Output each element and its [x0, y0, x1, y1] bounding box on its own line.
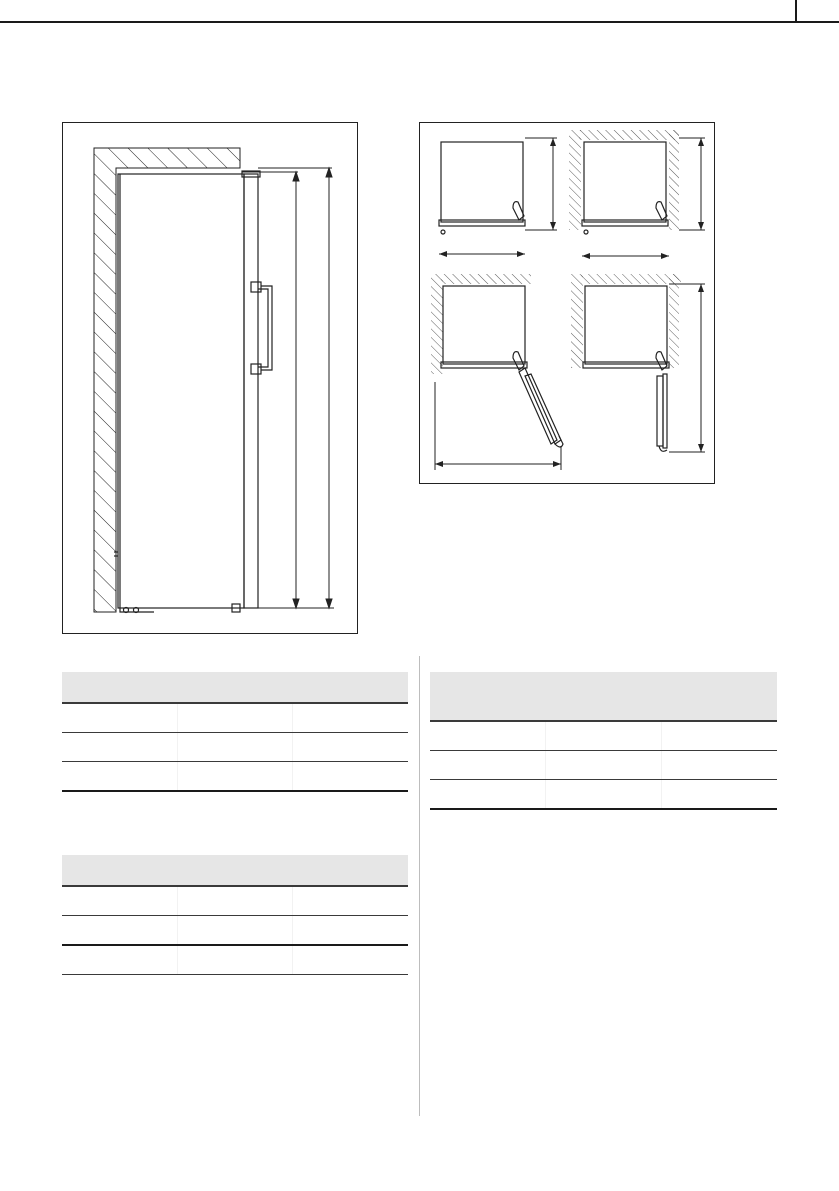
table-header: [62, 672, 408, 704]
table-row: [62, 946, 408, 975]
table-row: [62, 916, 408, 946]
table-row: [62, 733, 408, 762]
table-header: [62, 855, 408, 887]
top-view-figure: [419, 122, 715, 484]
table-header-label: [62, 855, 408, 863]
column-divider: [419, 656, 420, 1116]
page-top-rule: [0, 0, 839, 40]
clearance-table: [430, 672, 777, 810]
table-row: [430, 722, 777, 751]
table-row: [62, 762, 408, 792]
dimensions-table-bottom: [62, 855, 408, 975]
table-row: [430, 751, 777, 780]
table-header-label: [430, 672, 777, 680]
dimensions-table-top: [62, 672, 408, 792]
table-row: [62, 887, 408, 916]
table-row: [430, 780, 777, 810]
table-row: [62, 704, 408, 733]
table-header-label: [62, 672, 408, 680]
table-header: [430, 672, 777, 722]
side-view-figure: [62, 122, 358, 634]
